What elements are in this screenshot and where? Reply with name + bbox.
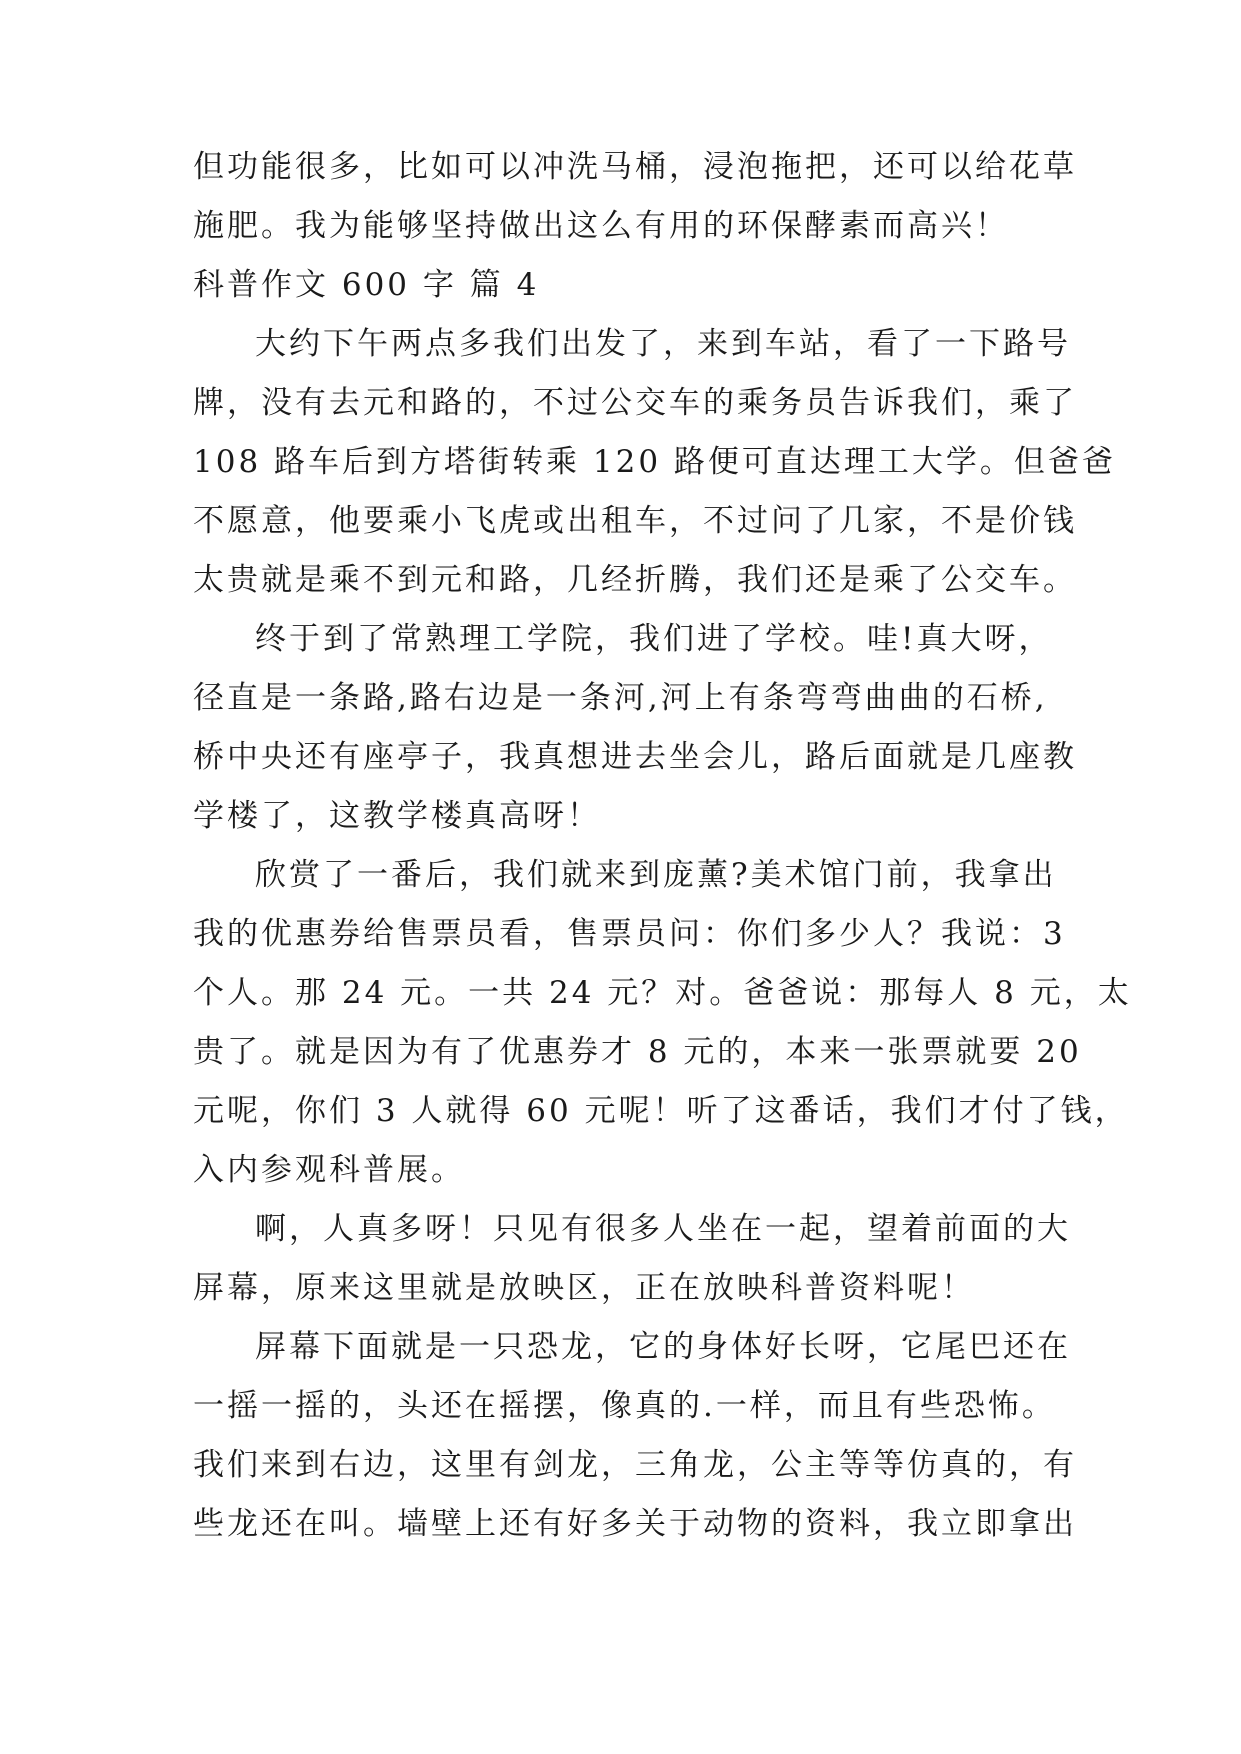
text-line: 学楼了，这教学楼真高呀！ (193, 798, 601, 834)
text-line: 些龙还在叫。墙壁上还有好多关于动物的资料，我立即拿出 (193, 1506, 1077, 1542)
text-line: 个人。那 24 元。一共 24 元？对。爸爸说：那每人 8 元，太 (193, 975, 1132, 1011)
document-page (193, 138, 1132, 1554)
text-line: 径直是一条路,路右边是一条河,河上有条弯弯曲曲的石桥, (193, 680, 1048, 716)
text-line: 元呢，你们 3 人就得 60 元呢！听了这番话，我们才付了钱， (193, 1093, 1129, 1129)
text-line: 一摇一摇的，头还在摇摆，像真的.一样，而且有些恐怖。 (193, 1388, 1056, 1424)
text-line: 屏幕下面就是一只恐龙，它的身体好长呀，它尾巴还在 (255, 1329, 1071, 1365)
text-line: 入内参观科普展。 (193, 1152, 465, 1188)
text-line: 桥中央还有座亭子，我真想进去坐会儿，路后面就是几座教 (193, 739, 1077, 775)
text-line: 施肥。我为能够坚持做出这么有用的环保酵素而高兴！ (193, 208, 1009, 244)
section-heading: 科普作文 600 字 篇 4 (193, 267, 540, 303)
text-line: 大约下午两点多我们出发了，来到车站，看了一下路号 (255, 326, 1071, 362)
text-line: 屏幕，原来这里就是放映区，正在放映科普资料呢！ (193, 1270, 975, 1306)
text-line: 牌，没有去元和路的，不过公交车的乘务员告诉我们，乘了 (193, 385, 1077, 421)
text-line: 啊，人真多呀！只见有很多人坐在一起，望着前面的大 (255, 1211, 1071, 1247)
text-line: 贵了。就是因为有了优惠券才 8 元的，本来一张票就要 20 (193, 1034, 1082, 1070)
text-line: 不愿意，他要乘小飞虎或出租车，不过问了几家，不是价钱 (193, 503, 1077, 539)
text-line: 欣赏了一番后，我们就来到庞薰?美术馆门前，我拿出 (255, 857, 1057, 893)
text-line: 我们来到右边，这里有剑龙，三角龙，公主等等仿真的，有 (193, 1447, 1077, 1483)
text-line: 108 路车后到方塔街转乘 120 路便可直达理工大学。但爸爸 (193, 444, 1116, 480)
text-line: 太贵就是乘不到元和路，几经折腾，我们还是乘了公交车。 (193, 562, 1077, 598)
text-line: 终于到了常熟理工学院，我们进了学校。哇!真大呀， (255, 621, 1053, 657)
text-line: 但功能很多，比如可以冲洗马桶，浸泡拖把，还可以给花草 (193, 149, 1077, 185)
text-line: 我的优惠券给售票员看，售票员问：你们多少人？我说：3 (193, 916, 1066, 952)
